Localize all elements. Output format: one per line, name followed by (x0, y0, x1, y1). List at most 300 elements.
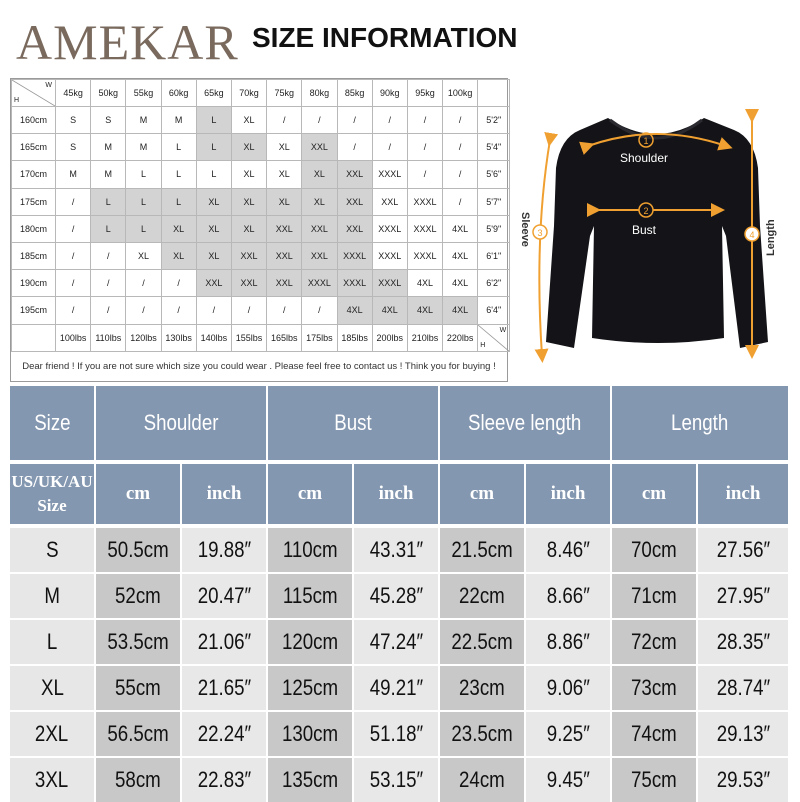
size-cell: XXL (267, 215, 302, 242)
unit-subheader (268, 464, 352, 524)
size-cell (10, 758, 94, 802)
size-cell: / (56, 270, 91, 297)
size-cell: / (56, 215, 91, 242)
size-cell: XXXL (337, 270, 372, 297)
size-cell (10, 712, 94, 756)
size-cell: L (126, 188, 161, 215)
size-cell: M (91, 161, 126, 188)
measurement-cell (268, 528, 352, 572)
lbs-cell: 140lbs (196, 324, 231, 351)
lbs-cell: 175lbs (302, 324, 337, 351)
size-cell: XL (196, 242, 231, 269)
height-cell: 160cm (12, 107, 56, 134)
size-grid-row (12, 188, 510, 215)
weight-header-cell: 45kg (56, 80, 91, 107)
bust-number: 2 (643, 206, 649, 216)
measurement-cell-text: 53.5cm (107, 629, 169, 654)
size-cell (10, 574, 94, 618)
size-cell: L (161, 134, 196, 161)
lbs-cell: 130lbs (161, 324, 196, 351)
column-header (96, 386, 266, 460)
height-cell: 190cm (12, 270, 56, 297)
measurement-cell-text: 70cm (631, 537, 677, 562)
measurement-cell (612, 528, 696, 572)
size-cell: XL (302, 188, 337, 215)
size-cell: / (372, 107, 407, 134)
size-grid-row (12, 270, 510, 297)
size-cell: XL (267, 161, 302, 188)
size-cell: XL (231, 188, 266, 215)
column-header (612, 386, 788, 460)
column-header (10, 386, 94, 460)
size-cell: XL (302, 161, 337, 188)
measurement-cell-text: 20.47″ (197, 583, 251, 608)
weight-header-cell: 90kg (372, 80, 407, 107)
measurement-cell (268, 666, 352, 710)
size-grid-row (12, 242, 510, 269)
size-cell (10, 620, 94, 664)
corner-height-label: H (14, 97, 20, 104)
size-cell: XXL (337, 188, 372, 215)
measurement-cell-text: 47.24″ (369, 629, 423, 654)
garment-diagram (512, 76, 800, 382)
measurement-cell (268, 620, 352, 664)
measurement-cell-text: 51.18″ (369, 721, 423, 746)
size-grid-row (12, 107, 510, 134)
size-cell: / (126, 297, 161, 324)
unit-subheader (698, 464, 788, 524)
unit-subheader-text: inch (725, 483, 761, 504)
feet-cell: 6'2" (478, 270, 510, 297)
size-measurement-table (0, 384, 800, 800)
weight-header-cell: 50kg (91, 80, 126, 107)
size-cell: XXXL (372, 270, 407, 297)
measurement-cell (698, 574, 788, 618)
measurement-cell-text: 23.5cm (451, 721, 513, 746)
size-cell: L (196, 161, 231, 188)
size-cell: L (91, 188, 126, 215)
measurement-cell (182, 620, 266, 664)
size-cell: / (56, 188, 91, 215)
column-header-text: Shoulder (143, 410, 219, 435)
measurement-cell-text: 21.06″ (197, 629, 251, 654)
size-cell: XL (231, 107, 266, 134)
size-cell-text: XL (40, 675, 64, 700)
weight-header-cell: 70kg (231, 80, 266, 107)
measurement-cell (612, 712, 696, 756)
column-header (268, 386, 438, 460)
unit-subheader-text: inch (206, 483, 242, 504)
feet-cell: 5'6" (478, 161, 510, 188)
measurement-cell (96, 620, 180, 664)
size-cell: XL (267, 188, 302, 215)
measurement-cell-text: 74cm (631, 721, 677, 746)
size-cell: / (91, 242, 126, 269)
measurement-cell-text: 21.65″ (197, 675, 251, 700)
size-grid-row (12, 297, 510, 324)
corner-weight-label-right: W (499, 326, 507, 334)
size-cell: XXL (337, 215, 372, 242)
measurement-cell-text: 75cm (631, 767, 677, 792)
size-cell: / (161, 297, 196, 324)
size-cell: M (91, 134, 126, 161)
measurement-cell (440, 712, 524, 756)
unit-subheader-text: cm (125, 483, 151, 504)
grid-corner-cell-right (478, 324, 510, 351)
size-cell: XXXL (372, 161, 407, 188)
measurement-cell-text: 71cm (631, 583, 677, 608)
size-cell: XXL (302, 242, 337, 269)
column-header-text: Length (671, 410, 729, 435)
size-cell: S (91, 107, 126, 134)
unit-subheader (526, 464, 610, 524)
measurement-cell (182, 528, 266, 572)
measurement-cell-text: 29.53″ (716, 767, 770, 792)
weight-header-cell: 75kg (267, 80, 302, 107)
measurement-cell (698, 712, 788, 756)
contact-notice: Dear friend ! If you are not sure which size you could wear . Please feel free to contact us ! Think you for buying ! (22, 361, 496, 372)
size-cell-text: 2XL (35, 721, 69, 746)
size-cell: L (91, 215, 126, 242)
size-cell: XXL (337, 161, 372, 188)
measurement-cell-text: 21.5cm (451, 537, 513, 562)
column-header-text: Sleeve length (468, 410, 582, 435)
size-cell: XXXL (372, 215, 407, 242)
measurement-cell-text: 115cm (282, 583, 338, 608)
measurement-cell (268, 758, 352, 802)
measurement-cell (96, 666, 180, 710)
size-cell: / (372, 134, 407, 161)
measurement-cell-text: 73cm (631, 675, 677, 700)
unit-subheader (354, 464, 438, 524)
size-cell: / (231, 297, 266, 324)
size-cell: / (443, 107, 478, 134)
size-cell: XL (161, 242, 196, 269)
measurement-cell-text: 9.45″ (546, 767, 590, 792)
size-cell: M (126, 107, 161, 134)
measurement-cell-text: 130cm (281, 721, 339, 746)
size-cell-text: M (44, 583, 60, 608)
size-cell: / (91, 297, 126, 324)
page-title: SIZE INFORMATION (252, 22, 518, 53)
weight-header-cell: 95kg (407, 80, 442, 107)
lbs-cell: 100lbs (56, 324, 91, 351)
unit-subheader (440, 464, 524, 524)
size-cell: 4XL (443, 242, 478, 269)
size-cell: L (161, 188, 196, 215)
measurement-cell (354, 666, 438, 710)
size-cell: L (126, 215, 161, 242)
measurement-cell (96, 574, 180, 618)
measurement-cell-text: 53.15″ (369, 767, 423, 792)
size-cell: / (56, 242, 91, 269)
measurement-cell-text: 24cm (459, 767, 505, 792)
length-label: Length (765, 219, 777, 256)
size-cell: XXXL (372, 242, 407, 269)
measurement-cell-text: 22cm (459, 583, 505, 608)
size-cell: / (337, 134, 372, 161)
size-cell: L (126, 161, 161, 188)
measurement-cell-text: 27.95″ (716, 583, 770, 608)
brand-logo: AMEKAR (16, 14, 239, 70)
measurement-cell-text: 120cm (281, 629, 339, 654)
measurement-cell-text: 8.66″ (546, 583, 590, 608)
measurement-cell-text: 9.25″ (546, 721, 590, 746)
weight-header-cell: 85kg (337, 80, 372, 107)
measurement-cell-text: 28.35″ (716, 629, 770, 654)
measurement-cell-text: 135cm (281, 767, 339, 792)
height-cell: 175cm (12, 188, 56, 215)
height-cell: 185cm (12, 242, 56, 269)
size-grid-row (12, 161, 510, 188)
measurement-cell-text: 50.5cm (107, 537, 169, 562)
lbs-cell: 220lbs (443, 324, 478, 351)
size-cell: XXL (267, 270, 302, 297)
size-cell: / (161, 270, 196, 297)
height-cell: 170cm (12, 161, 56, 188)
measurement-cell-text: 29.13″ (716, 721, 770, 746)
measurement-cell-text: 19.88″ (197, 537, 251, 562)
measurement-cell-text: 22.5cm (451, 629, 513, 654)
measurement-cell (354, 528, 438, 572)
measurement-cell (526, 666, 610, 710)
measurement-cell-text: 45.28″ (369, 583, 423, 608)
measurement-cell (612, 574, 696, 618)
size-cell: 4XL (372, 297, 407, 324)
measurement-cell (268, 574, 352, 618)
measurement-cell-text: 72cm (631, 629, 677, 654)
column-header-text: Size (33, 410, 71, 435)
measurement-cell (526, 528, 610, 572)
size-cell: XXXL (407, 242, 442, 269)
measurement-cell (354, 574, 438, 618)
header-blank-cell (478, 80, 510, 107)
measurement-cell (698, 620, 788, 664)
size-cell: XXXL (407, 188, 442, 215)
lbs-cell: 120lbs (126, 324, 161, 351)
size-cell: / (443, 188, 478, 215)
measurement-cell-text: 52cm (115, 583, 161, 608)
size-cell: S (56, 134, 91, 161)
size-grid-row (12, 215, 510, 242)
footer-blank-cell (12, 324, 56, 351)
measurement-cell (612, 758, 696, 802)
lbs-cell: 155lbs (231, 324, 266, 351)
weight-header-row (12, 80, 510, 107)
measurement-cell (612, 666, 696, 710)
measurement-cell-text: 125cm (281, 675, 339, 700)
measurement-cell (612, 620, 696, 664)
size-cell: XL (231, 215, 266, 242)
measurement-cell (698, 528, 788, 572)
size-cell: XXXL (302, 270, 337, 297)
measurement-cell (96, 712, 180, 756)
feet-cell: 5'7" (478, 188, 510, 215)
unit-subheader-text: cm (297, 483, 323, 504)
column-header-text: Bust (334, 410, 372, 435)
size-cell: XL (161, 215, 196, 242)
measurement-cell-text: 22.83″ (197, 767, 251, 792)
size-cell: 4XL (407, 270, 442, 297)
shoulder-number: 1 (643, 136, 649, 146)
measurement-cell-text: 27.56″ (716, 537, 770, 562)
measurement-cell-text: 49.21″ (369, 675, 423, 700)
measurement-cell (354, 712, 438, 756)
size-cell: 4XL (407, 297, 442, 324)
length-number: 4 (749, 230, 755, 240)
size-cell: XXL (196, 270, 231, 297)
height-cell: 165cm (12, 134, 56, 161)
size-cell: XL (196, 215, 231, 242)
measurement-cell (526, 574, 610, 618)
measurement-cell (96, 528, 180, 572)
measurement-cell-text: 55cm (115, 675, 161, 700)
size-grid-row (12, 134, 510, 161)
size-cell: 4XL (443, 215, 478, 242)
size-cell: XXL (231, 242, 266, 269)
unit-subheader-text: inch (550, 483, 586, 504)
size-cell: / (407, 161, 442, 188)
size-cell-text: 3XL (35, 767, 69, 792)
measurement-cell (526, 758, 610, 802)
measurement-cell (440, 666, 524, 710)
measurement-cell-text: 23cm (459, 675, 505, 700)
measurement-cell (268, 712, 352, 756)
lbs-cell: 185lbs (337, 324, 372, 351)
size-subheader-line1: US/UK/AU (11, 472, 93, 491)
size-cell-text: L (46, 629, 58, 654)
size-cell: / (196, 297, 231, 324)
size-cell: XXL (302, 134, 337, 161)
weight-header-cell: 60kg (161, 80, 196, 107)
unit-subheader-text: cm (641, 483, 667, 504)
size-cell: XXL (231, 270, 266, 297)
size-cell: / (443, 161, 478, 188)
size-cell: / (91, 270, 126, 297)
bust-label: Bust (631, 223, 657, 237)
measurement-cell (182, 574, 266, 618)
size-cell: XXL (267, 242, 302, 269)
measurement-cell-text: 56.5cm (107, 721, 169, 746)
weight-header-cell: 80kg (302, 80, 337, 107)
lbs-cell: 110lbs (91, 324, 126, 351)
size-subheader-line2: Size (37, 496, 67, 515)
sweater-illustration (512, 76, 800, 382)
feet-cell: 6'4" (478, 297, 510, 324)
size-cell: XL (126, 242, 161, 269)
corner-height-label-right: H (480, 341, 486, 349)
measurement-cell (526, 712, 610, 756)
size-cell: XL (231, 161, 266, 188)
unit-subheader (182, 464, 266, 524)
unit-subheader-text: inch (378, 483, 414, 504)
size-cell: L (196, 134, 231, 161)
size-cell: XL (267, 134, 302, 161)
measurement-cell (440, 758, 524, 802)
size-cell (10, 528, 94, 572)
size-cell-text: S (45, 537, 59, 562)
size-cell: L (196, 107, 231, 134)
size-cell: / (407, 107, 442, 134)
unit-subheader (96, 464, 180, 524)
measurement-cell (354, 758, 438, 802)
column-header (440, 386, 610, 460)
sleeve-number: 3 (537, 228, 543, 238)
size-cell: XXL (372, 188, 407, 215)
weight-header-cell: 55kg (126, 80, 161, 107)
size-cell: / (56, 297, 91, 324)
size-cell: XXXL (407, 215, 442, 242)
feet-cell: 5'9" (478, 215, 510, 242)
size-cell (10, 666, 94, 710)
grid-corner-cell (12, 80, 56, 107)
size-cell: XXL (302, 215, 337, 242)
height-cell: 195cm (12, 297, 56, 324)
measurement-cell (182, 758, 266, 802)
measurement-cell (182, 712, 266, 756)
measurement-cell-text: 58cm (115, 767, 161, 792)
lbs-cell: 165lbs (267, 324, 302, 351)
size-cell: 4XL (443, 270, 478, 297)
lbs-cell: 210lbs (407, 324, 442, 351)
size-cell: / (267, 107, 302, 134)
measurement-cell (698, 758, 788, 802)
sleeve-label: Sleeve (519, 212, 531, 247)
feet-cell: 5'4" (478, 134, 510, 161)
measurement-cell (182, 666, 266, 710)
size-cell: / (302, 297, 337, 324)
unit-subheader (612, 464, 696, 524)
size-cell: M (161, 107, 196, 134)
size-cell: 4XL (337, 297, 372, 324)
measurement-cell-text: 22.24″ (197, 721, 251, 746)
shoulder-label: Shoulder (619, 151, 669, 165)
lbs-cell: 200lbs (372, 324, 407, 351)
height-cell: 180cm (12, 215, 56, 242)
measurement-cell-text: 8.86″ (546, 629, 590, 654)
measurement-cell (440, 574, 524, 618)
size-cell: / (267, 297, 302, 324)
measurement-cell (526, 620, 610, 664)
measurement-cell (440, 620, 524, 664)
feet-cell: 6'1" (478, 242, 510, 269)
size-cell: 4XL (443, 297, 478, 324)
weight-header-cell: 100kg (443, 80, 478, 107)
size-cell: S (56, 107, 91, 134)
measurement-cell (96, 758, 180, 802)
measurement-cell (354, 620, 438, 664)
measurement-cell-text: 110cm (282, 537, 338, 562)
size-grid-chart (10, 78, 508, 382)
size-grid-table (11, 79, 510, 352)
size-cell: / (443, 134, 478, 161)
measurement-cell-text: 43.31″ (369, 537, 423, 562)
size-cell: XL (196, 188, 231, 215)
measurement-cell-text: 28.74″ (716, 675, 770, 700)
size-cell: / (407, 134, 442, 161)
size-subheader (10, 464, 94, 524)
measurement-cell (698, 666, 788, 710)
size-cell: L (161, 161, 196, 188)
measurement-cell-text: 9.06″ (546, 675, 590, 700)
unit-subheader-text: cm (469, 483, 495, 504)
feet-cell: 5'2" (478, 107, 510, 134)
size-cell: / (302, 107, 337, 134)
size-cell: XL (231, 134, 266, 161)
size-cell: XXXL (337, 242, 372, 269)
measurement-cell-text: 8.46″ (546, 537, 590, 562)
size-subheader-stack (11, 470, 92, 518)
